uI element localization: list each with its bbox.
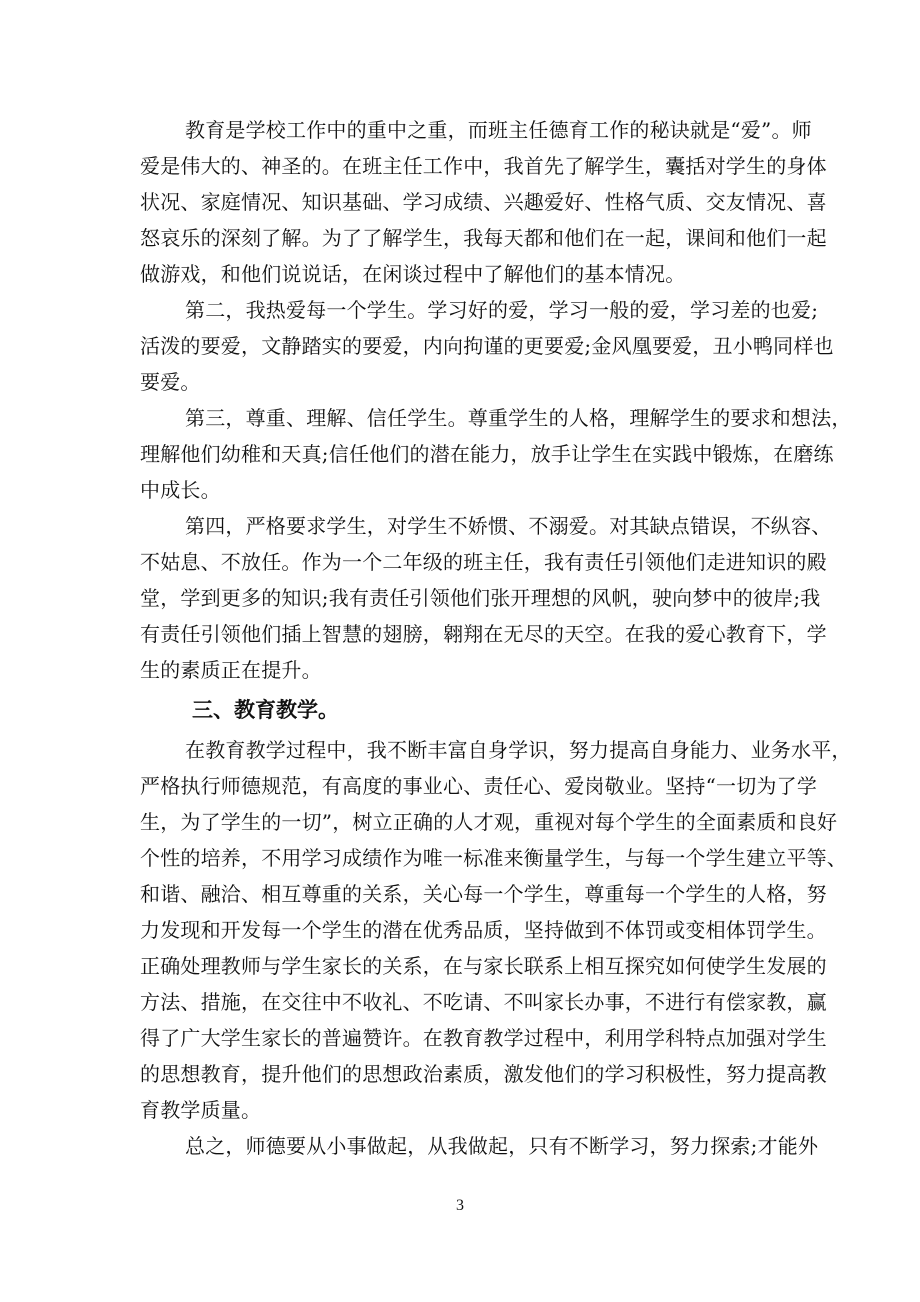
text-line: 第二，我热爱每一个学生。学习好的爱，学习一般的爱，学习差的也爱;: [185, 298, 819, 322]
text-line: 要爱。: [140, 370, 201, 394]
text-line: 理解他们幼稚和天真;信任他们的潜在能力，放手让学生在实践中锻炼，在磨练: [140, 442, 834, 466]
text-line: 中成长。: [140, 478, 221, 502]
text-line: 爱是伟大的、神圣的。在班主任工作中，我首先了解学生，囊括对学生的身体: [140, 154, 827, 178]
text-line: 活泼的要爱，文静踏实的要爱，内向拘谨的更要爱;金风凰要爱，丑小鸭同样也: [140, 334, 834, 358]
paragraph-conclusion: [140, 1128, 819, 1164]
text-line: 生，为了学生的一切”，树立正确的人才观，重视对每个学生的全面素质和良好: [140, 810, 838, 834]
page-number: 3: [456, 1197, 464, 1214]
text-line: 严格执行师德规范，有高度的事业心、责任心、爱岗敬业。坚持“一切为了学: [140, 774, 818, 798]
paragraph-teaching: [140, 732, 852, 1128]
text-line: 有责任引领他们插上智慧的翅膀，翱翔在无尽的天空。在我的爱心教育下，学: [140, 622, 827, 646]
text-line: 育教学质量。: [140, 1098, 262, 1122]
text-line: 方法、措施，在交往中不收礼、不吃请、不叫家长办事，不进行有偿家教，赢: [140, 990, 827, 1014]
text-line: 状况、家庭情况、知识基础、学习成绩、兴趣爱好、性格气质、交友情况、喜: [140, 190, 827, 214]
text-line: 第四，严格要求学生，对学生不娇惯、不溺爱。对其缺点错误，不纵容、: [185, 514, 832, 538]
document-body: [140, 112, 852, 1164]
text-line: 做游戏，和他们说说话，在闲谈过程中了解他们的基本情况。: [140, 262, 686, 286]
text-line: 在教育教学过程中，我不断丰富自身学识，努力提高自身能力、业务水平，: [185, 738, 852, 762]
text-line: 生的素质正在提升。: [140, 658, 322, 682]
text-line: 教育是学校工作中的重中之重，而班主任德育工作的秘诀就是“爱”。师: [185, 118, 812, 142]
section-heading: 三、教育教学。: [192, 698, 339, 722]
text-line: 正确处理教师与学生家长的关系，在与家长联系上相互探究如何使学生发展的: [140, 954, 827, 978]
text-line: 力发现和开发每一个学生的潜在优秀品质，坚持做到不体罚或变相体罚学生。: [140, 918, 827, 942]
text-line: 怒哀乐的深刻了解。为了了解学生，我每天都和他们在一起，课间和他们一起: [140, 226, 827, 250]
paragraph-second: [140, 292, 834, 400]
text-line: 第三，尊重、理解、信任学生。尊重学生的人格，理解学生的要求和想法，: [185, 406, 852, 430]
text-line: 堂，学到更多的知识;我有责任引领他们张开理想的风帆，驶向梦中的彼岸;我: [140, 586, 821, 610]
text-line: 的思想教育，提升他们的思想政治素质，激发他们的学习积极性，努力提高教: [140, 1062, 827, 1086]
paragraph-third: [140, 400, 852, 508]
paragraph-fourth: [140, 508, 832, 688]
text-line: 和谐、融洽、相互尊重的关系，关心每一个学生，尊重每一个学生的人格，努: [140, 882, 827, 906]
text-line: 不姑息、不放任。作为一个二年级的班主任，我有责任引领他们走进知识的殿: [140, 550, 827, 574]
text-line: 个性的培养，不用学习成绩作为唯一标准来衡量学生，与每一个学生建立平等、: [140, 846, 847, 870]
paragraph-love-students: [140, 112, 827, 292]
text-line: 总之，师德要从小事做起，从我做起，只有不断学习，努力探索;才能外: [185, 1134, 819, 1158]
text-line: 得了广大学生家长的普遍赞许。在教育教学过程中，利用学科特点加强对学生: [140, 1026, 827, 1050]
